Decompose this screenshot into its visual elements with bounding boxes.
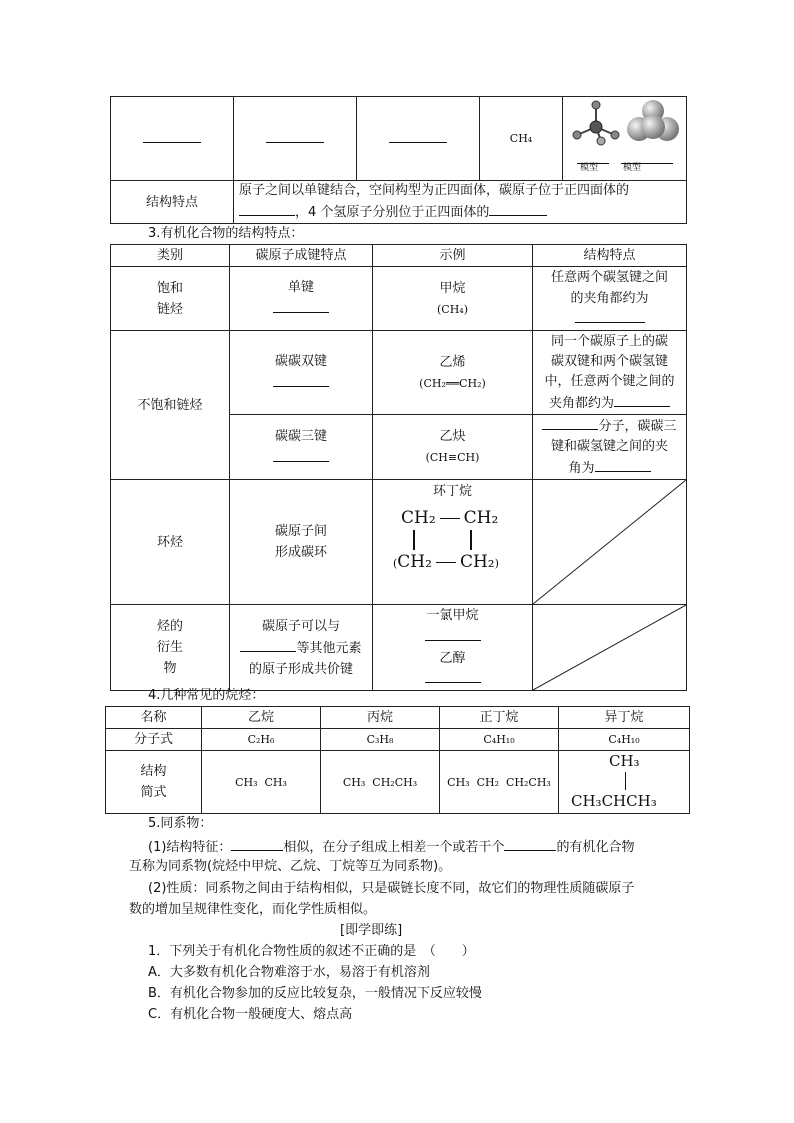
label-structure: 结构 简式	[106, 751, 202, 814]
derivative-category: 烃的 衍生 物	[111, 605, 230, 691]
section5-p1-line2: 互称为同系物(烷烃中甲烷、乙烷、丁烷等互为同系物)。	[129, 859, 452, 874]
derivative-bond: 碳原子可以与 等其他元素 的原子形成共价键	[230, 605, 373, 691]
structure-propane: CH₃ CH₂CH₃	[321, 751, 440, 814]
section5-p1-line1: (1)结构特征： 相似，在分子组成上相差一个或若干个 的有机化合物	[148, 836, 634, 858]
feature-text: 原子之间以单键结合，空间构型为正四面体，碳原子位于正四面体的 ，4 个氢原子分别位于正四面体的	[234, 181, 687, 224]
option-b: B．有机化合物参加的反应比较复杂，一般情况下反应较慢	[148, 986, 482, 1001]
cyclic-example: 环丁烷 CH₂ CH₂ (CH₂ CH₂)	[373, 480, 533, 605]
double-example: 乙烯 (CH₂══CH₂)	[373, 331, 533, 415]
ball-stick-model-icon	[571, 99, 621, 149]
unsaturated-category: 不饱和链烃	[111, 331, 230, 480]
ring-bottom-right: CH₂	[459, 552, 495, 572]
formula-butane: C₄H₁₀	[440, 729, 559, 751]
structure-isobutane	[559, 751, 690, 814]
triple-bond: 碳碳三键	[230, 415, 373, 480]
methane-table	[110, 96, 687, 224]
formula-isobutane: C₄H₁₀	[559, 729, 690, 751]
triple-example: 乙炔 (CH≡CH)	[373, 415, 533, 480]
saturated-bond: 单键	[230, 267, 373, 331]
header-example: 示例	[373, 245, 533, 267]
blank-cell	[111, 97, 234, 181]
saturated-category: 饱和 链烃	[111, 267, 230, 331]
label-name: 名称	[106, 707, 202, 729]
option-a: A．大多数有机化合物难溶于水，易溶于有机溶剂	[148, 965, 430, 980]
option-c: C．有机化合物一般硬度大、熔点高	[148, 1007, 353, 1022]
triple-feature: 分子，碳碳三 键和碳氢键之间的夹 角为	[533, 415, 687, 480]
section5-p2-line1: (2)性质：同系物之间由于结构相似，只是碳链长度不同，故它们的物理性质随碳原子	[148, 881, 635, 896]
practice-heading: [即学即练]	[340, 923, 403, 938]
structure-butane: CH₃ CH₂ CH₂CH₃	[440, 751, 559, 814]
alkane-table	[105, 706, 690, 814]
model-cell	[563, 97, 687, 181]
name-ethane: 乙烷	[202, 707, 321, 729]
structure-table	[110, 244, 687, 691]
name-propane: 丙烷	[321, 707, 440, 729]
iso-chain: CH₃CHCH₃	[571, 792, 657, 810]
model-label-2: 模型	[623, 163, 642, 173]
structure-ethane: CH₃ CH₃	[202, 751, 321, 814]
name-butane: 正丁烷	[440, 707, 559, 729]
blank-cell	[357, 97, 480, 181]
ring-top-right: CH₂	[463, 508, 499, 528]
double-bond: 碳碳双键	[230, 331, 373, 415]
section4-heading: 4.几种常见的烷烃：	[148, 688, 265, 703]
header-bond: 碳原子成键特点	[230, 245, 373, 267]
methane-formula: CH₄	[480, 97, 563, 181]
double-feature: 同一个碳原子上的碳 碳双键和两个碳氢键 中，任意两个键之间的 夹角都约为	[533, 331, 687, 415]
feature-label: 结构特点	[111, 181, 234, 224]
iso-branch: CH₃	[609, 752, 640, 770]
section5-heading: 5.同系物：	[148, 816, 213, 831]
formula-ethane: C₂H₆	[202, 729, 321, 751]
cyclic-category: 环烃	[111, 480, 230, 605]
space-filling-model-icon	[625, 97, 681, 149]
derivative-feature-empty	[533, 605, 687, 691]
section3-heading: 3.有机化合物的结构特点：	[148, 226, 304, 241]
section5-p2-line2: 数的增加呈规律性变化，而化学性质相似。	[129, 902, 377, 917]
label-formula: 分子式	[106, 729, 202, 751]
ring-bottom-left: CH₂	[397, 552, 432, 572]
blank-cell	[234, 97, 357, 181]
cyclic-feature-empty	[533, 480, 687, 605]
formula-propane: C₃H₈	[321, 729, 440, 751]
ring-top-left: CH₂	[401, 508, 436, 528]
question-1: 1．下列关于有机化合物性质的叙述不正确的是 （ ）	[148, 944, 475, 959]
derivative-example: 一氯甲烷 乙醇	[373, 605, 533, 691]
cyclic-bond: 碳原子间 形成碳环	[230, 480, 373, 605]
saturated-feature: 任意两个碳氢键之间 的夹角都约为	[533, 267, 687, 331]
model-label-1: 模型	[580, 163, 599, 173]
name-isobutane: 异丁烷	[559, 707, 690, 729]
header-category: 类别	[111, 245, 230, 267]
saturated-example: 甲烷 (CH₄)	[373, 267, 533, 331]
header-feature: 结构特点	[533, 245, 687, 267]
